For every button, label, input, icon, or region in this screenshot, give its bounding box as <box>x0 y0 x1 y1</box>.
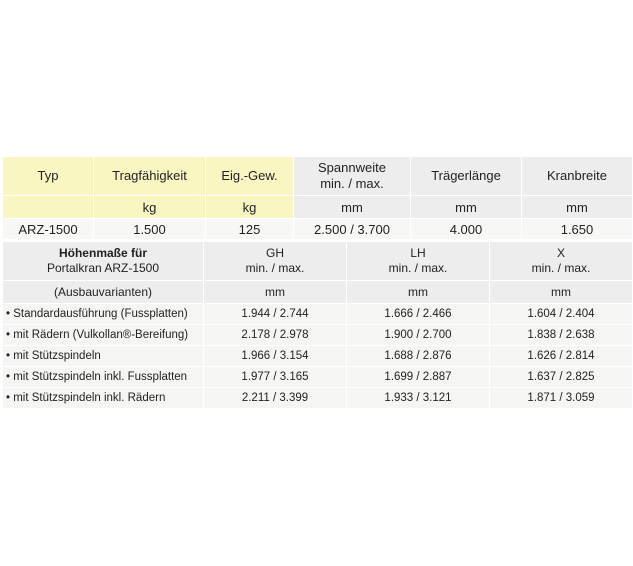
row-lh: 1.688 / 2.876 <box>347 346 490 367</box>
heights-subtitle: Portalkran ARZ-1500 <box>46 261 160 275</box>
unit-x: mm <box>490 281 633 304</box>
unit-spannweite: mm <box>294 196 411 219</box>
specs-table <box>2 156 633 240</box>
unit-tragfaehigkeit: kg <box>94 196 206 219</box>
header-kranbreite: Kranbreite <box>522 157 633 196</box>
heights-title-cell <box>3 242 204 281</box>
row-label: • mit Stützspindeln inkl. Rädern <box>3 388 204 409</box>
header-lh <box>347 242 490 281</box>
header-x <box>490 242 633 281</box>
row-label: • mit Stützspindeln inkl. Fussplatten <box>3 367 204 388</box>
row-lh: 1.699 / 2.887 <box>347 367 490 388</box>
table-row <box>3 388 633 409</box>
header-spannweite <box>294 157 411 196</box>
header-lh-sub: min. / max. <box>388 261 448 275</box>
header-spannweite-label: Spannweite <box>318 160 386 175</box>
value-typ: ARZ-1500 <box>3 219 94 240</box>
unit-eigengewicht: kg <box>206 196 294 219</box>
heights-units-row <box>3 281 633 304</box>
table-row <box>3 325 633 346</box>
unit-traegerlaenge: mm <box>411 196 522 219</box>
variants-label: (Ausbauvarianten) <box>3 281 204 304</box>
row-x: 1.626 / 2.814 <box>490 346 633 367</box>
heights-header-row <box>3 242 633 281</box>
row-label: • mit Rädern (Vulkollan®-Bereifung) <box>3 325 204 346</box>
row-lh: 1.900 / 2.700 <box>347 325 490 346</box>
heights-title: Höhenmaße für <box>58 246 147 260</box>
value-spannweite: 2.500 / 3.700 <box>294 219 411 240</box>
row-x: 1.838 / 2.638 <box>490 325 633 346</box>
value-tragfaehigkeit: 1.500 <box>94 219 206 240</box>
unit-gh: mm <box>204 281 347 304</box>
row-label: • mit Stützspindeln <box>3 346 204 367</box>
header-typ: Typ <box>3 157 94 196</box>
header-gh-sub: min. / max. <box>245 261 305 275</box>
table-row <box>3 367 633 388</box>
row-x: 1.871 / 3.059 <box>490 388 633 409</box>
row-gh: 1.944 / 2.744 <box>204 304 347 325</box>
value-eigengewicht: 125 <box>206 219 294 240</box>
specs-units-row <box>3 196 633 219</box>
specs-values-row <box>3 219 633 240</box>
header-spannweite-sub: min. / max. <box>320 176 384 191</box>
table-row <box>3 304 633 325</box>
unit-lh: mm <box>347 281 490 304</box>
header-traegerlaenge: Trägerlänge <box>411 157 522 196</box>
unit-kranbreite: mm <box>522 196 633 219</box>
header-gh-label: GH <box>266 246 284 260</box>
row-label: • Standardausführung (Fussplatten) <box>3 304 204 325</box>
row-gh: 1.977 / 3.165 <box>204 367 347 388</box>
row-x: 1.604 / 2.404 <box>490 304 633 325</box>
table-row <box>3 346 633 367</box>
header-lh-label: LH <box>410 246 426 260</box>
row-gh: 2.211 / 3.399 <box>204 388 347 409</box>
value-traegerlaenge: 4.000 <box>411 219 522 240</box>
row-gh: 2.178 / 2.978 <box>204 325 347 346</box>
row-lh: 1.933 / 3.121 <box>347 388 490 409</box>
row-x: 1.637 / 2.825 <box>490 367 633 388</box>
unit-typ <box>3 196 94 219</box>
header-tragfaehigkeit: Tragfähigkeit <box>94 157 206 196</box>
header-x-label: X <box>556 246 565 260</box>
specs-header-row <box>3 157 633 196</box>
value-kranbreite: 1.650 <box>522 219 633 240</box>
header-eigengewicht: Eig.-Gew. <box>206 157 294 196</box>
row-lh: 1.666 / 2.466 <box>347 304 490 325</box>
header-gh <box>204 242 347 281</box>
row-gh: 1.966 / 3.154 <box>204 346 347 367</box>
header-x-sub: min. / max. <box>531 261 591 275</box>
heights-table <box>2 241 633 409</box>
